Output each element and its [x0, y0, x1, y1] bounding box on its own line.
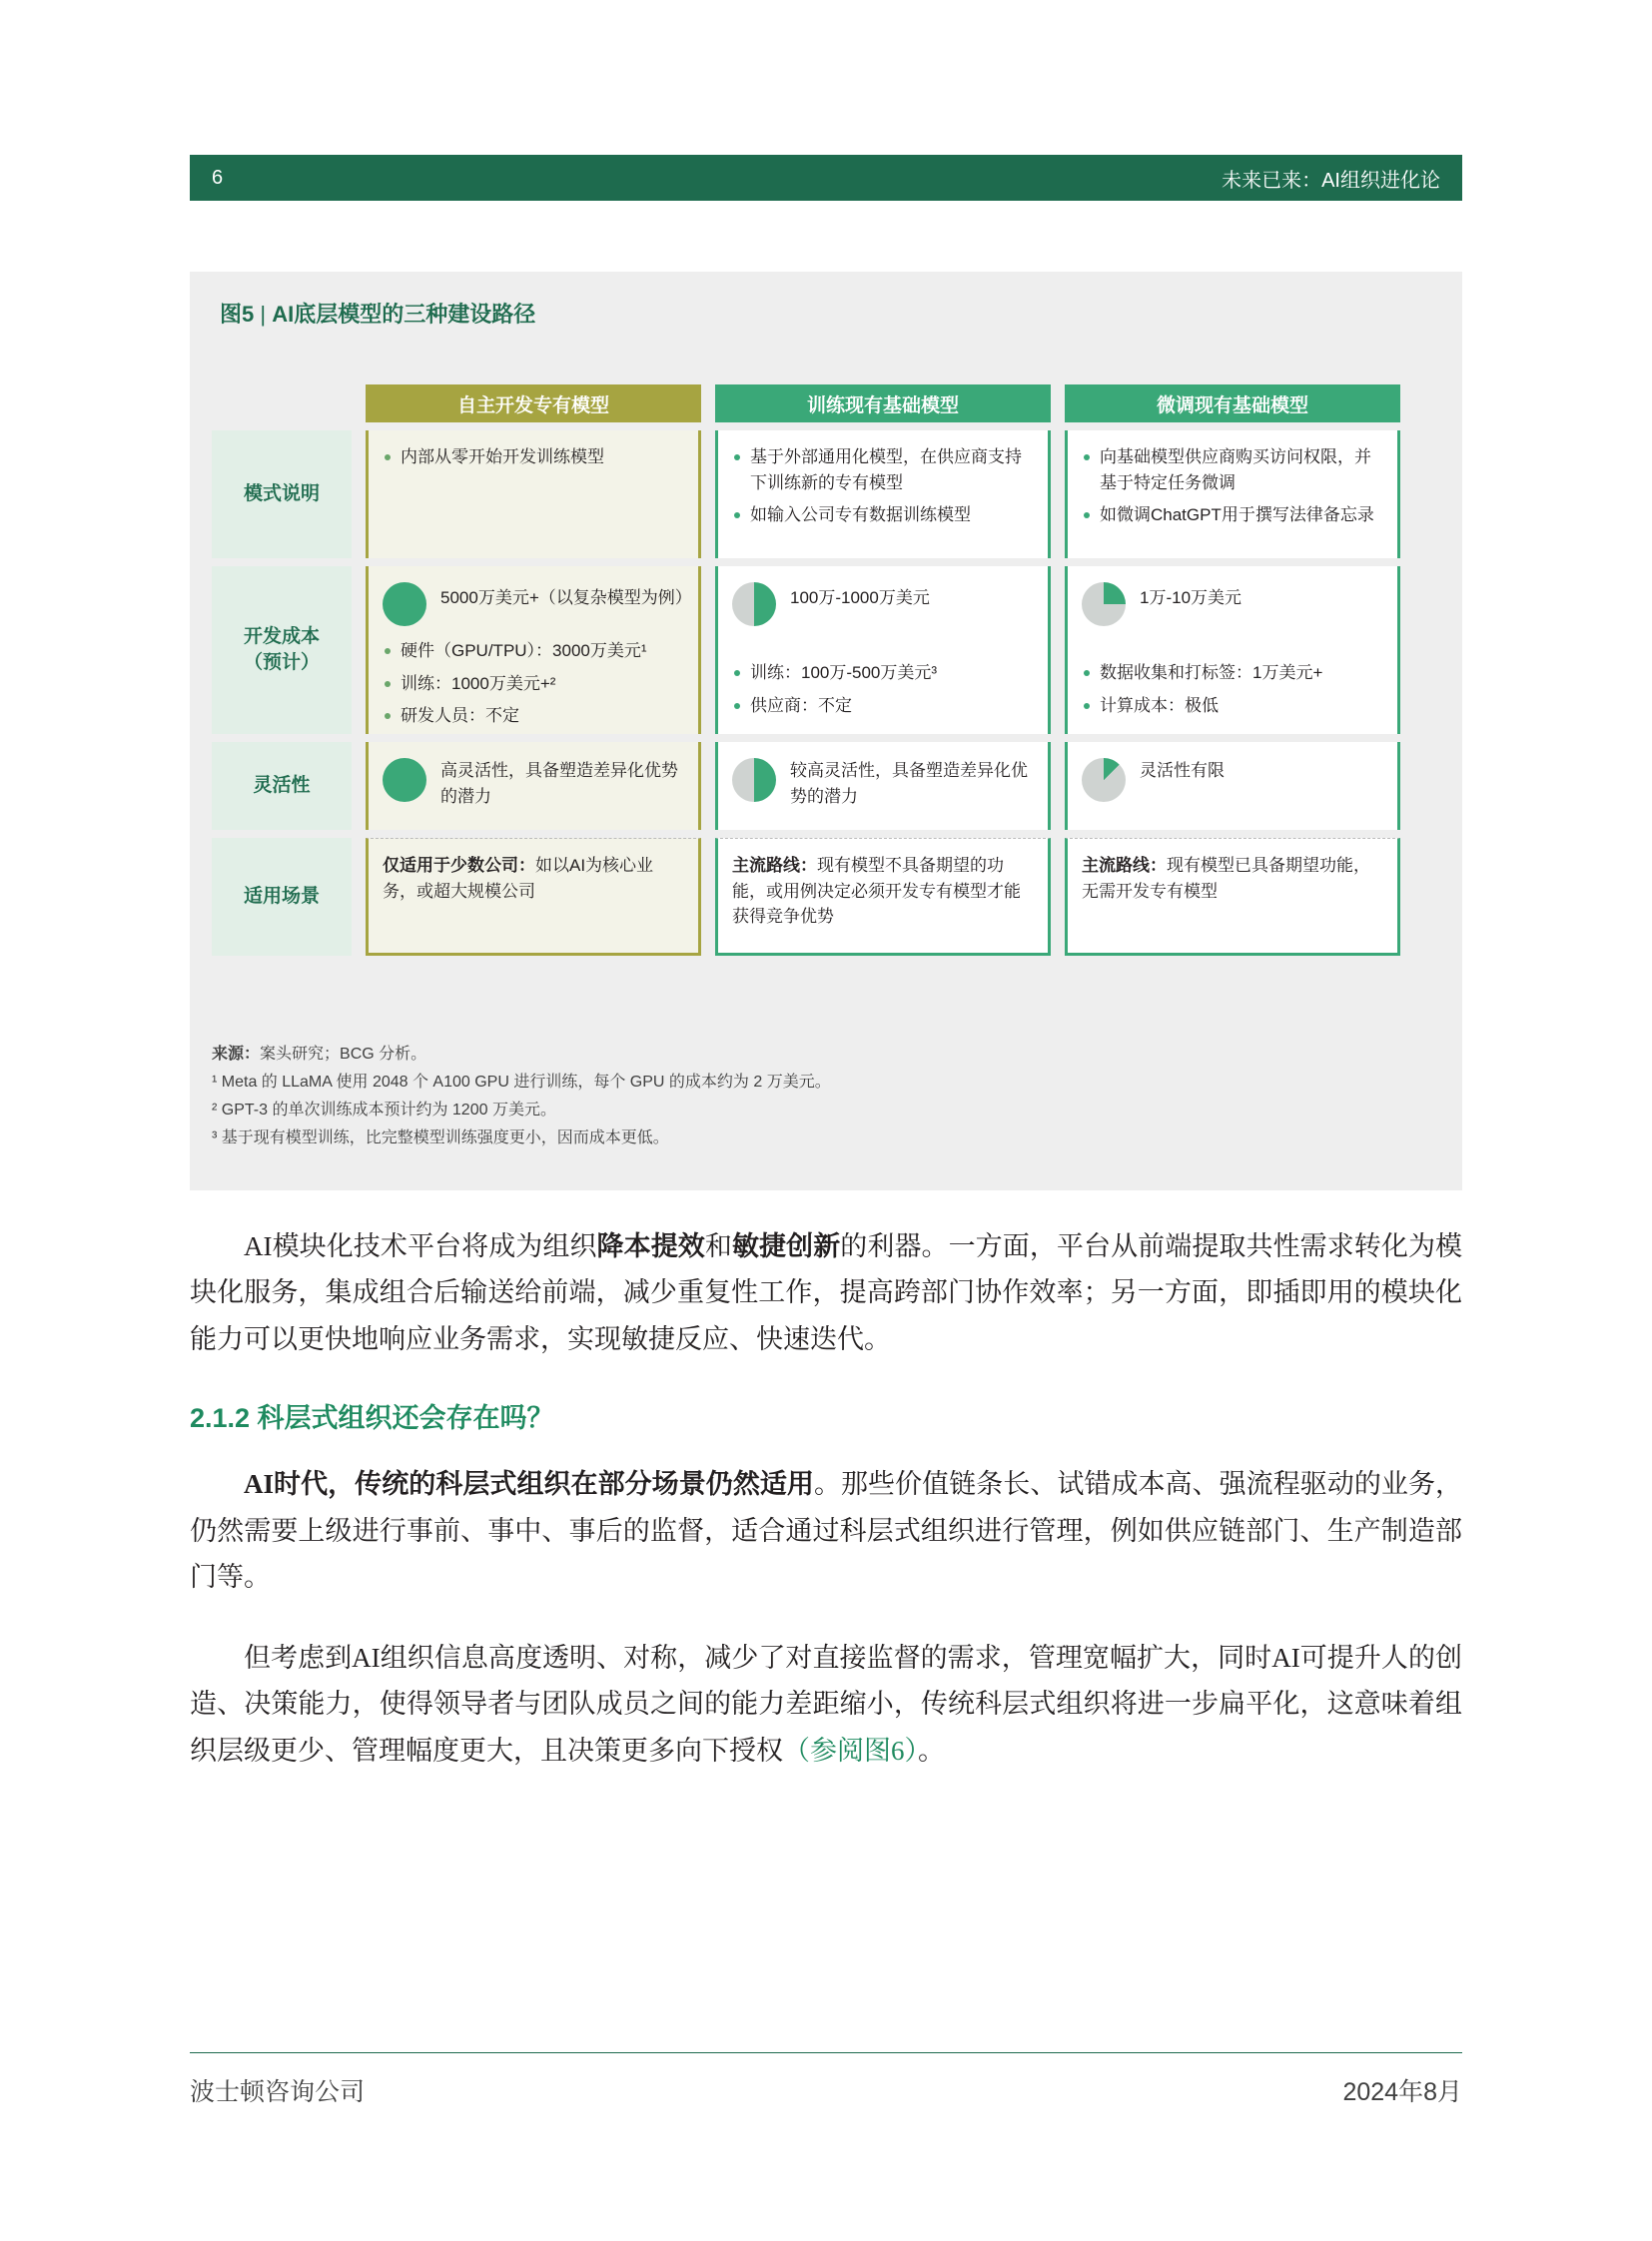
matrix-row-cost	[212, 566, 1400, 734]
cell-cost-finetune	[1065, 566, 1400, 734]
list-item: 内部从零开始开发训练模型	[383, 444, 684, 470]
paragraph-1	[190, 1223, 1462, 1362]
flexibility-text: 灵活性有限	[1140, 761, 1225, 780]
list-item: 训练：1000万美元+²	[383, 671, 684, 697]
pie-chart-icon	[732, 582, 776, 626]
figure-separator: |	[260, 302, 267, 327]
exhibit-matrix	[212, 384, 1400, 956]
row-label-cost-line2: （预计）	[243, 652, 320, 673]
cell-flexibility-finetune	[1065, 742, 1400, 830]
cell-usecase-train	[715, 838, 1051, 956]
flexibility-text: 高灵活性，具备塑造差异化优势的潜力	[440, 761, 678, 806]
cost-headline: 100万-1000万美元	[790, 588, 930, 607]
matrix-corner-spacer	[212, 384, 352, 422]
p1-bold-2: 敏捷创新	[731, 1231, 841, 1261]
footnote-1: ¹ Meta 的 LLaMA 使用 2048 个 A100 GPU 进行训练，每个 GPU 的成本约为 2 万美元。	[212, 1074, 831, 1091]
list-item: 研发人员：不定	[383, 703, 684, 729]
row-label-description: 模式说明	[212, 430, 352, 558]
footnote-3: ³ 基于现有模型训练，比完整模型训练强度更小，因而成本更低。	[212, 1129, 669, 1146]
exhibit-source-notes	[212, 1041, 1400, 1152]
p1-bold-1: 降本提效	[596, 1231, 705, 1261]
pie-chart-icon	[1082, 582, 1126, 626]
pie-chart-icon	[732, 758, 776, 802]
flexibility-text: 较高灵活性，具备塑造差异化优势的潜力	[790, 761, 1028, 806]
figure-title-text: AI底层模型的三种建设路径	[272, 302, 536, 327]
cell-flexibility-train	[715, 742, 1051, 830]
column-header-self: 自主开发专有模型	[366, 384, 701, 422]
matrix-header-row	[212, 384, 1400, 422]
page-number: 6	[212, 166, 224, 189]
page-header	[190, 155, 1462, 201]
list-item: 如输入公司专有数据训练模型	[732, 502, 1034, 528]
list-item: 如微调ChatGPT用于撰写法律备忘录	[1082, 502, 1383, 528]
p1-rest: 的利器。一方面，平台从前端提取共性需求转化为模块化服务，集成组合后输送给前端，减少重复性工作，提高跨部门协作效率；另一方面，即插即用的模块化能力可以更快地响应业务需求，实现敏捷反应、快速迭代。	[190, 1231, 1463, 1354]
usecase-bold-finetune: 主流路线：	[1082, 856, 1167, 875]
source-line	[212, 1041, 1400, 1069]
cost-headline: 5000万美元+（以复杂模型为例）	[440, 588, 692, 607]
usecase-text-self: 如以AI为核心业务，或超大规模公司	[383, 856, 654, 901]
matrix-row-usecase	[212, 838, 1400, 956]
usecase-bold-train: 主流路线：	[732, 856, 817, 875]
column-header-finetune: 微调现有基础模型	[1065, 384, 1400, 422]
pie-chart-icon	[1082, 758, 1126, 802]
section-heading: 2.1.2 科层式组织还会存在吗？	[190, 1403, 554, 1434]
list-item: 供应商：不定	[732, 693, 1034, 719]
cell-description-train	[715, 430, 1051, 558]
p3-text: 但考虑到AI组织信息高度透明、对称，减少了对直接监督的需求，管理宽幅扩大，同时AI可提升人的创造、决策能力，使得领导者与团队成员之间的能力差距缩小，传统科层式组织将进一步扁平化，这意味着组织层级更少、管理幅度更大，且决策更多向下授权	[190, 1642, 1462, 1766]
cell-usecase-self	[366, 838, 701, 956]
p1-mid: 和	[704, 1231, 732, 1261]
list-item: 数据收集和打标签：1万美元+	[1082, 660, 1383, 686]
matrix-row-flexibility	[212, 742, 1400, 830]
list-item: 向基础模型供应商购买访问权限，并基于特定任务微调	[1082, 444, 1383, 495]
matrix-column-self	[366, 384, 701, 422]
p2-rest: 。那些价值链条长、试错成本高、强流程驱动的业务，仍然需要上级进行事前、事中、事后的监督，适合通过科层式组织进行管理，例如供应链部门、生产制造部门等。	[190, 1469, 1462, 1593]
document-title: 未来已来：AI组织进化论	[1222, 169, 1440, 192]
p3-tail: 。	[918, 1735, 945, 1766]
matrix-row-description	[212, 430, 1400, 558]
exhibit-title	[220, 298, 1432, 329]
cell-description-self	[366, 430, 701, 558]
figure-label: 图5	[220, 302, 255, 327]
paragraph-3	[190, 1635, 1462, 1774]
cost-headline: 1万-10万美元	[1140, 588, 1242, 607]
list-item: 计算成本：极低	[1082, 693, 1383, 719]
pie-chart-icon	[383, 582, 426, 626]
footer-divider	[190, 2052, 1462, 2053]
footer-company: 波士顿咨询公司	[190, 2078, 366, 2106]
usecase-text-finetune: 现有模型已具备期望功能，无需开发专有模型	[1082, 856, 1370, 901]
cell-description-finetune	[1065, 430, 1400, 558]
matrix-column-train	[715, 384, 1051, 422]
figure-reference-link[interactable]: （参阅图6）	[783, 1735, 918, 1766]
cell-flexibility-self	[366, 742, 701, 830]
cell-usecase-finetune	[1065, 838, 1400, 956]
paragraph-2	[190, 1461, 1462, 1600]
usecase-text-train: 现有模型不具备期望的功能，或用例决定必须开发专有模型才能获得竞争优势	[732, 856, 1021, 926]
page-footer	[190, 2072, 1462, 2108]
row-label-cost	[212, 566, 352, 734]
p2-bold: AI时代，传统的科层式组织在部分场景仍然适用	[244, 1469, 814, 1500]
row-label-usecase: 适用场景	[212, 838, 352, 956]
cell-cost-self	[366, 566, 701, 734]
row-label-cost-line1: 开发成本	[243, 626, 320, 648]
usecase-bold-self: 仅适用于少数公司：	[383, 856, 535, 875]
cell-cost-train	[715, 566, 1051, 734]
pie-chart-icon	[383, 758, 426, 802]
source-label: 来源：	[212, 1046, 261, 1063]
column-header-train: 训练现有基础模型	[715, 384, 1051, 422]
list-item: 硬件（GPU/TPU）：3000万美元¹	[383, 638, 684, 664]
footnote-2: ² GPT-3 的单次训练成本预计约为 1200 万美元。	[212, 1102, 556, 1119]
list-item: 训练：100万-500万美元³	[732, 660, 1034, 686]
body-content	[190, 1223, 1462, 1808]
row-label-flexibility: 灵活性	[212, 742, 352, 830]
list-item: 基于外部通用化模型，在供应商支持下训练新的专有模型	[732, 444, 1034, 495]
source-text: 案头研究；BCG 分析。	[260, 1046, 427, 1063]
footer-date: 2024年8月	[1342, 2078, 1462, 2106]
p1-lead: AI模块化技术平台将成为组织	[244, 1231, 597, 1261]
matrix-column-finetune	[1065, 384, 1400, 422]
